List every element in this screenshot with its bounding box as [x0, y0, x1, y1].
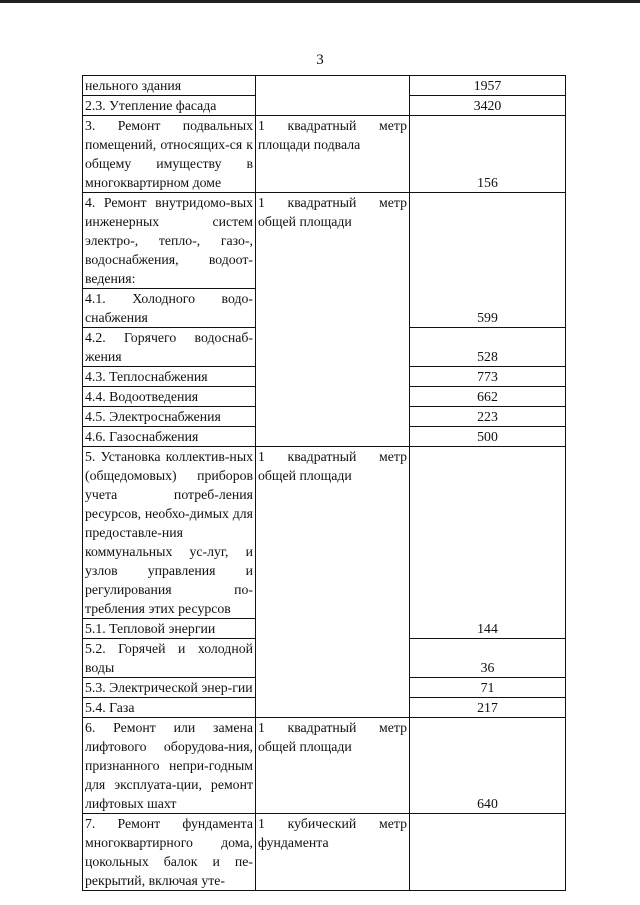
page-number: 3: [316, 52, 324, 68]
row-value: 156: [410, 116, 566, 193]
row-label: 4.1. Холодного водо-снабжения: [83, 289, 256, 328]
row-value: 223: [410, 407, 566, 427]
row-value: 36: [410, 639, 566, 678]
unit-cell: 1 кубический метр фундамента: [256, 814, 410, 891]
table-row: [83, 193, 566, 289]
tariff-table: [82, 75, 566, 891]
row-label: 4.3. Теплоснабжения: [83, 367, 256, 387]
row-value: 3420: [410, 96, 566, 116]
row-label: 3. Ремонт подвальных помещений, относящих-ся к общему имуществу в многоквартирном доме: [83, 116, 256, 193]
unit-cell: 1 квадратный метр площади подвала: [256, 116, 410, 193]
unit-cell: 1 квадратный метр общей площади: [256, 193, 410, 447]
row-label: 7. Ремонт фундамента многоквартирного дома, цокольных балок и пе-рекрытий, включая уте-: [83, 814, 256, 891]
unit-cell: 1 квадратный метр общей площади: [256, 447, 410, 718]
row-label: 2.3. Утепление фасада: [83, 96, 256, 116]
row-value: 640: [410, 718, 566, 814]
row-value: [410, 814, 566, 891]
page-top-edge: [0, 0, 640, 3]
row-label: 4.4. Водоотведения: [83, 387, 256, 407]
table-row: [83, 718, 566, 814]
row-label: 5.1. Тепловой энергии: [83, 619, 256, 639]
row-value: 773: [410, 367, 566, 387]
row-label: 5.2. Горячей и холодной воды: [83, 639, 256, 678]
row-value: 528: [410, 328, 566, 367]
unit-cell: [256, 76, 410, 116]
row-value: 144: [410, 447, 566, 639]
row-label: 4.2. Горячего водоснаб-жения: [83, 328, 256, 367]
unit-cell: 1 квадратный метр общей площади: [256, 718, 410, 814]
row-label: 4. Ремонт внутридомо-вых инженерных систем электро-, тепло-, газо-, водоснабжения, водоот-ведения:: [83, 193, 256, 289]
row-label: 5.3. Электрической энер-гии: [83, 678, 256, 698]
row-value: 1957: [410, 76, 566, 96]
row-value: 217: [410, 698, 566, 718]
row-label: нельного здания: [83, 76, 256, 96]
row-value: 599: [410, 193, 566, 328]
row-label: 6. Ремонт или замена лифтового оборудова-ния, признанного непри-годным для эксплуата-ции, ремонт лифтовых шахт: [83, 718, 256, 814]
row-label: 5.4. Газа: [83, 698, 256, 718]
row-value: 500: [410, 427, 566, 447]
row-value: 71: [410, 678, 566, 698]
table-row: [83, 814, 566, 891]
row-value: 662: [410, 387, 566, 407]
row-label: 4.5. Электроснабжения: [83, 407, 256, 427]
table-row: [83, 116, 566, 193]
table-row: [83, 447, 566, 619]
row-label: 5. Установка коллектив-ных (общедомовых) приборов учета потреб-ления ресурсов, необхо-димых для предоставле-ния коммунальных ус-луг, и узлов управления и регулирования по-требления этих ресурсов: [83, 447, 256, 619]
table-row: [83, 76, 566, 96]
row-label: 4.6. Газоснабжения: [83, 427, 256, 447]
